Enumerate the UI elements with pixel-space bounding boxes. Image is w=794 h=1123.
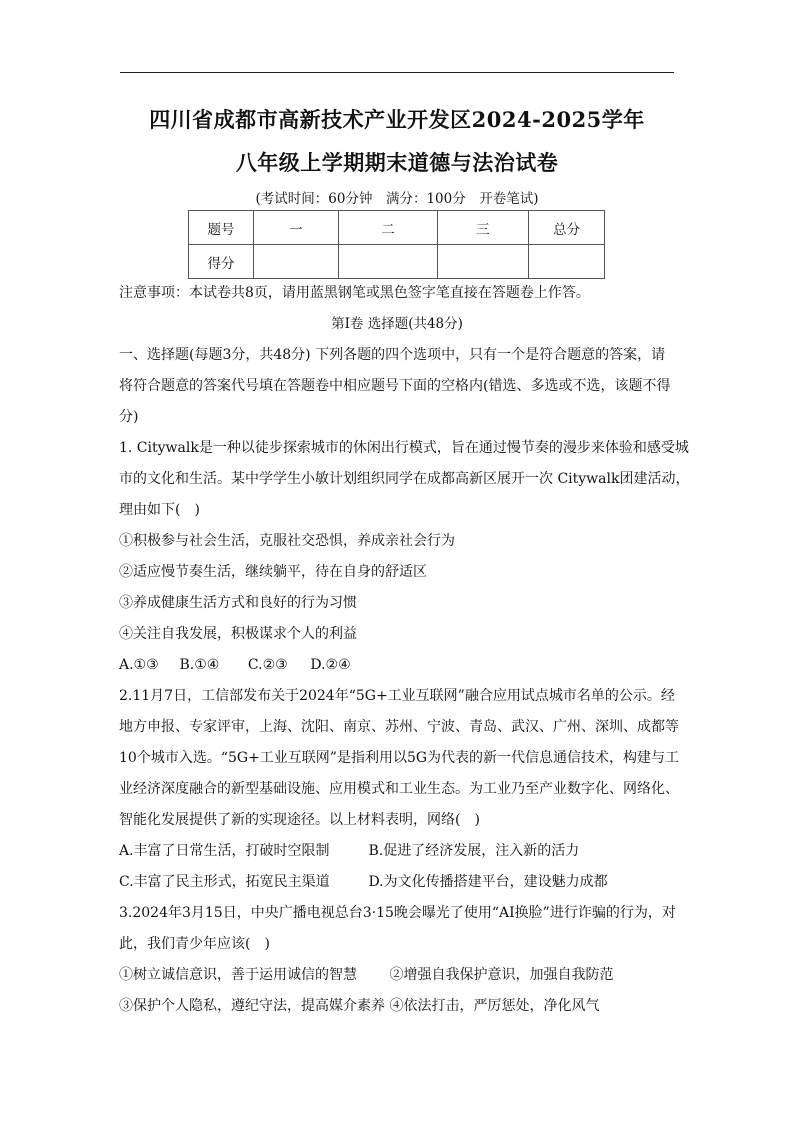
score-table-header-row (189, 211, 605, 245)
score-table (188, 210, 605, 279)
instruction-line: 将符合题意的答案代号填在答题卷中相应题号下面的空格内(错选、多选或不选，该题不得 (119, 378, 671, 394)
score-row-label: 得分 (189, 245, 254, 279)
q2-options-row2 (119, 867, 679, 898)
header-rule (120, 72, 674, 73)
q2-stem-line: 智能化发展提供了新的实现途径。以上材料表明，网络( ) (119, 812, 480, 828)
notice: 注意事项：本试卷共8页，请用蓝黑钢笔或黑色签字笔直接在答题卷上作答。 (119, 285, 590, 301)
q2-stem-line: 地方申报、专家评审，上海、沈阳、南京、苏州、宁波、青岛、武汉、广州、深圳、成都等 (119, 719, 679, 735)
score-cell[interactable] (339, 245, 438, 279)
q2-options-row1 (119, 836, 679, 867)
q2-option-b[interactable]: B.促进了经济发展，注入新的活力 (368, 843, 580, 859)
q3-items-row1 (119, 960, 679, 991)
q2-option-c[interactable]: C.丰富了民主形式，拓宽民主渠道 (119, 874, 330, 890)
q2-option-a[interactable]: A.丰富了日常生活，打破时空限制 (119, 843, 330, 859)
score-cell[interactable] (438, 245, 529, 279)
q1-option-c[interactable]: C.②③ (247, 657, 288, 673)
q1-item: ④关注自我发展，积极谋求个人的利益 (119, 626, 357, 642)
q1-item: ②适应慢节奏生活，继续躺平，待在自身的舒适区 (119, 564, 427, 580)
exam-title-line1: 四川省成都市高新技术产业开发区2024-2025学年 (149, 107, 645, 132)
exam-subtitle: (考试时间：60分钟 满分：100分 开卷笔试) (255, 191, 539, 207)
score-cell[interactable] (529, 245, 605, 279)
q3-item: ③保护个人隐私，遵纪守法，提高媒介素养 (119, 998, 385, 1014)
q1-item: ①积极参与社会生活，克服社交恐惧，养成亲社会行为 (119, 533, 455, 549)
q3-item: ①树立诚信意识，善于运用诚信的智慧 (119, 967, 357, 983)
q2-stem-line: 10个城市入选。“5G+工业互联网”是指利用以5G为代表的新一代信息通信技术，构建与工 (119, 750, 680, 766)
q2-option-d[interactable]: D.为文化传播搭建平台，建设魅力成都 (368, 874, 608, 890)
instruction-line: 分) (119, 409, 139, 425)
instruction-line: 一、选择题(每题3分，共48分) 下列各题的四个选项中，只有一个是符合题意的答案，请 (119, 347, 666, 363)
q1-options (119, 650, 679, 681)
q1-stem-line: 1. Citywalk是一种以徒步探索城市的休闲出行模式，旨在通过慢节奏的漫步来体验和感受城 (119, 440, 689, 456)
q1-option-d[interactable]: D.②④ (310, 657, 351, 673)
q1-item: ③养成健康生活方式和良好的行为习惯 (119, 595, 357, 611)
q3-item: ②增强自我保护意识，加强自我防范 (389, 967, 614, 983)
exam-title-line2: 八年级上学期期末道德与法治试卷 (235, 150, 559, 175)
score-header-cell: 总分 (529, 211, 605, 245)
section-title: 第Ⅰ卷 选择题(共48分) (331, 316, 463, 332)
score-table-value-row (189, 245, 605, 279)
score-header-cell: 三 (438, 211, 529, 245)
score-cell[interactable] (254, 245, 339, 279)
q2-stem-line: 业经济深度融合的新型基础设施、应用模式和工业生态。为工业乃至产业数字化、网络化、 (119, 781, 679, 797)
q3-stem-line: 此，我们青少年应该( ) (119, 936, 270, 952)
q3-items-row2 (119, 991, 679, 1022)
q1-stem-line: 理由如下( ) (119, 502, 200, 518)
q1-option-b[interactable]: B.①④ (179, 657, 220, 673)
score-header-cell: 题号 (189, 211, 254, 245)
q1-option-a[interactable]: A.①③ (119, 657, 159, 673)
q1-stem-line: 市的文化和生活。某中学学生小敏计划组织同学在成都高新区展开一次 Citywalk团建活动， (119, 471, 690, 487)
score-header-cell: 二 (339, 211, 438, 245)
q2-stem-line: 2.11月7日，工信部发布关于2024年“5G+工业互联网”融合应用试点城市名单的公示。经 (119, 688, 675, 704)
q3-item: ④依法打击，严厉惩处，净化风气 (389, 998, 600, 1014)
q3-stem-line: 3.2024年3月15日，中央广播电视总台3·15晚会曝光了使用“AI换脸”进行诈骗的行为，对 (119, 905, 676, 921)
score-header-cell: 一 (254, 211, 339, 245)
